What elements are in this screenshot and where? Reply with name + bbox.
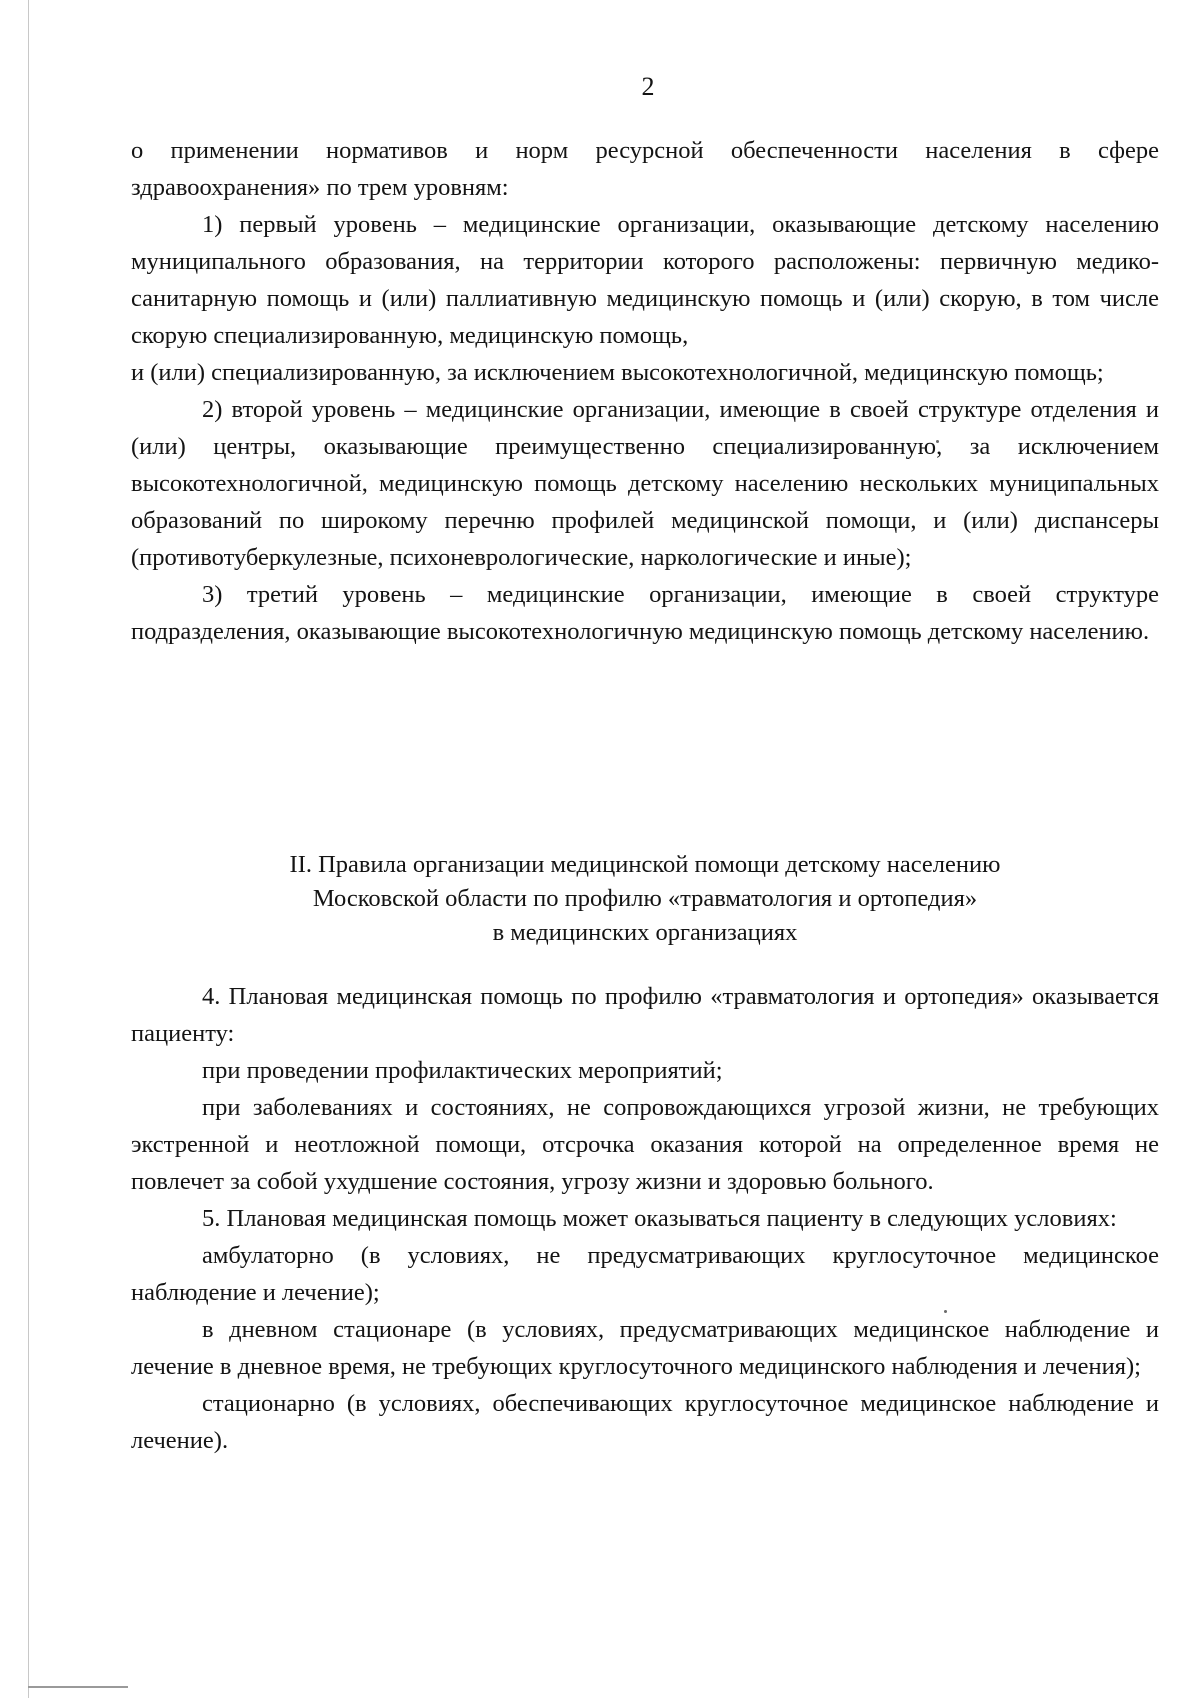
paragraph-diseases: при заболеваниях и состояниях, не сопровождающихся угрозой жизни, не требующих экстренной и неотложной помощи, отсрочка оказания которой на определенное время не повлечет за собой ухудшение состояния, угрозу жизни и здоровью больного. xyxy=(131,1094,1159,1195)
paragraph-level-2: 2) второй уровень – медицинские организации, имеющие в своей структуре отделения и (или) центры, оказывающие преимущественно специализированную, за исключением высокотехнологичной, медицинскую помощь детскому населению нескольких муниципальных образований по широкому перечню профилей медицинской помощи, и (или) диспансеры (противотуберкулезные, психоневрологические, наркологические и иные); xyxy=(131,396,1159,571)
paragraph-inpatient: стационарно (в условиях, обеспечивающих круглосуточное медицинское наблюдение и лечение). xyxy=(131,1390,1159,1454)
scan-edge-mark xyxy=(28,1686,128,1688)
page-number: 2 xyxy=(641,72,655,101)
text-block-levels xyxy=(131,132,1159,650)
paragraph-level-3: 3) третий уровень – медицинские организации, имеющие в своей структуре подразделения, оказывающие высокотехнологичную медицинскую помощь детскому населению. xyxy=(131,581,1159,645)
scan-edge-line xyxy=(28,0,29,1698)
paragraph-level-1-continued: и (или) специализированную, за исключением высокотехнологичной, медицинскую помощь; xyxy=(131,359,1104,386)
paragraph-day-hospital: в дневном стационаре (в условиях, предусматривающих медицинское наблюдение и лечение в дневное время, не требующих круглосуточного медицинского наблюдения и лечения); xyxy=(131,1316,1159,1380)
section-heading xyxy=(131,848,1159,950)
section-heading-line-1: II. Правила организации медицинской помощи детскому населению xyxy=(289,851,1001,878)
section-heading-line-3: в медицинских организациях xyxy=(492,919,798,946)
paragraph-preventive: при проведении профилактических мероприятий; xyxy=(202,1057,723,1084)
text-block-rules xyxy=(131,978,1159,1459)
section-heading-line-2: Московской области по профилю «травматология и ортопедия» xyxy=(312,885,978,912)
paragraph-intro: о применении нормативов и норм ресурсной обеспеченности населения в сфере здравоохранения» по трем уровням: xyxy=(131,137,1159,201)
paragraph-item-5: 5. Плановая медицинская помощь может оказываться пациенту в следующих условиях: xyxy=(202,1205,1117,1232)
paragraph-item-4: 4. Плановая медицинская помощь по профилю «травматология и ортопедия» оказывается пациенту: xyxy=(131,983,1159,1047)
paragraph-outpatient: амбулаторно (в условиях, не предусматривающих круглосуточное медицинское наблюдение и лечение); xyxy=(131,1242,1159,1306)
paragraph-level-1: 1) первый уровень – медицинские организации, оказывающие детскому населению муниципального образования, на территории которого расположены: первичную медико-санитарную помощь и (или) паллиативную медицинскую помощь и (или) скорую, в том числе скорую специализированную, медицинскую помощь, xyxy=(131,211,1159,349)
